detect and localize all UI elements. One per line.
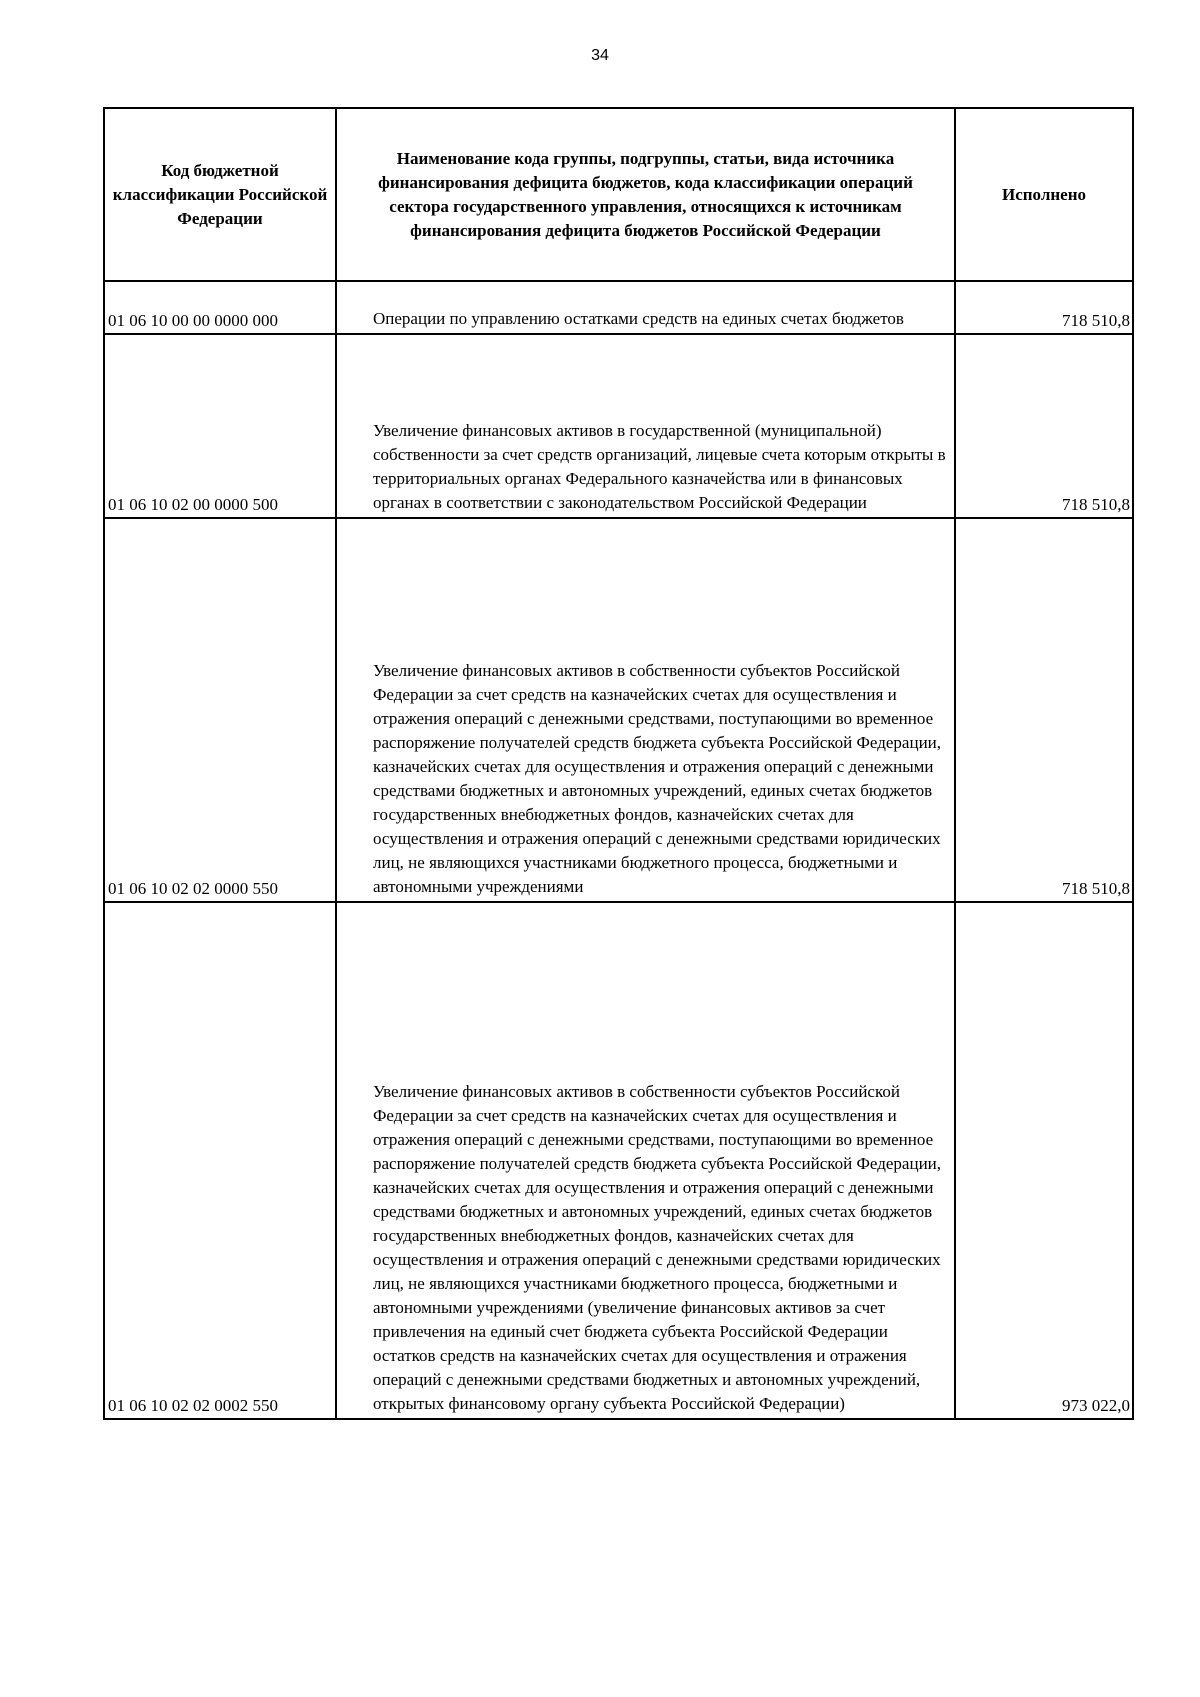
header-name: Наименование кода группы, подгруппы, статьи, вида источника финансирования дефицита бюджетов, кода классификации операций сектора государственного управления, относящихся к источникам финансирования дефицита бюджетов Российской Федерации <box>336 108 955 281</box>
header-code: Код бюджетной классификации Российской Федерации <box>104 108 336 281</box>
table-header-row <box>104 108 1133 281</box>
page-number: 34 <box>591 47 609 64</box>
table-row <box>104 281 1133 334</box>
row-name: Увеличение финансовых активов в собственности субъектов Российской Федерации за счет средств на казначейских счетах для осуществления и отражения операций с денежными средствами, поступающими во временное распоряжение получателей средств бюджета субъекта Российской Федерации, казначейских счетах для осуществления и отражения операций с денежными средствами бюджетных и автономных учреждений, единых счетах бюджетов государственных внебюджетных фондов, казначейских счетах для осуществления и отражения операций с денежными средствами юридических лиц, не являющихся участниками бюджетного процесса, бюджетными и автономными учреждениями <box>336 518 955 902</box>
table-row <box>104 902 1133 1419</box>
row-executed: 973 022,0 <box>955 902 1133 1419</box>
table-row <box>104 518 1133 902</box>
header-executed: Исполнено <box>955 108 1133 281</box>
row-executed: 718 510,8 <box>955 281 1133 334</box>
row-name: Операции по управлению остатками средств на единых счетах бюджетов <box>336 281 955 334</box>
row-code: 01 06 10 02 02 0000 550 <box>104 518 336 902</box>
row-executed: 718 510,8 <box>955 334 1133 518</box>
row-name: Увеличение финансовых активов в государственной (муниципальной) собственности за счет средств организаций, лицевые счета которым открыты в территориальных органах Федерального казначейства или в финансовых органах в соответствии с законодательством Российской Федерации <box>336 334 955 518</box>
row-code: 01 06 10 00 00 0000 000 <box>104 281 336 334</box>
row-code: 01 06 10 02 00 0000 500 <box>104 334 336 518</box>
table-row <box>104 334 1133 518</box>
row-name: Увеличение финансовых активов в собственности субъектов Российской Федерации за счет средств на казначейских счетах для осуществления и отражения операций с денежными средствами, поступающими во временное распоряжение получателей средств бюджета субъекта Российской Федерации, казначейских счетах для осуществления и отражения операций с денежными средствами бюджетных и автономных учреждений, единых счетах бюджетов государственных внебюджетных фондов, казначейских счетах для осуществления и отражения операций с денежными средствами юридических лиц, не являющихся участниками бюджетного процесса, бюджетными и автономными учреждениями (увеличение финансовых активов за счет привлечения на единый счет бюджета субъекта Российской Федерации остатков средств на казначейских счетах для осуществления и отражения операций с денежными средствами бюджетных и автономных учреждений, открытых финансовому органу субъекта Российской Федерации) <box>336 902 955 1419</box>
row-executed: 718 510,8 <box>955 518 1133 902</box>
budget-sources-table <box>103 107 1134 1420</box>
row-code: 01 06 10 02 02 0002 550 <box>104 902 336 1419</box>
